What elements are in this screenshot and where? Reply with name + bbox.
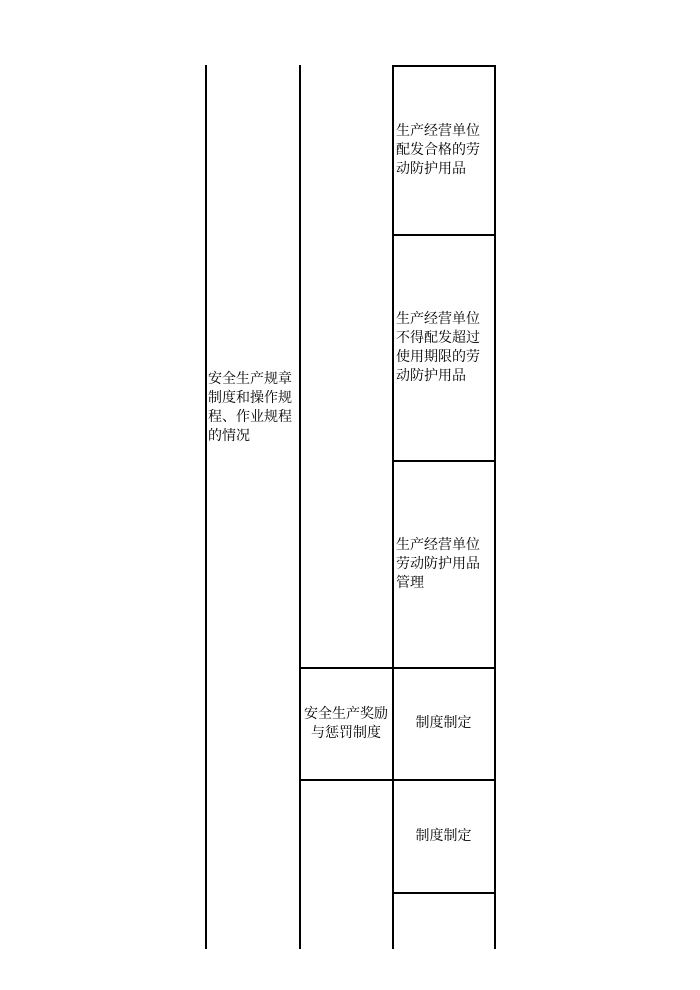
reward-system-text: 安全生产奖励与惩罚制度 [304,705,388,741]
table-cell-category [205,360,299,456]
table-border-col3-right [494,65,496,949]
item-4-text: 制度制定 [415,715,472,731]
table-border-col1-left [205,65,207,949]
item-1-text: 生产经营单位配发合格的劳动防护用品 [396,122,480,177]
item-2-text: 生产经营单位不得配发超过使用期限的劳动防护用品 [396,310,480,384]
table-cell-item-5 [393,780,494,892]
table-cell-item-6-empty [393,893,494,949]
table-cell-reward-system [300,668,392,779]
table-cell-item-1 [393,66,494,234]
item-5-text: 制度制定 [415,827,472,844]
item-3-text: 生产经营单位劳动防护用品管理 [396,536,480,591]
table-border-col2-left [299,65,301,949]
category-text: 安全生产规章制度和操作规程、作业规程的情况 [208,371,292,444]
table-cell-item-2 [393,235,494,460]
table-cell-item-3 [393,461,494,667]
table-cell-item-4 [393,668,494,779]
